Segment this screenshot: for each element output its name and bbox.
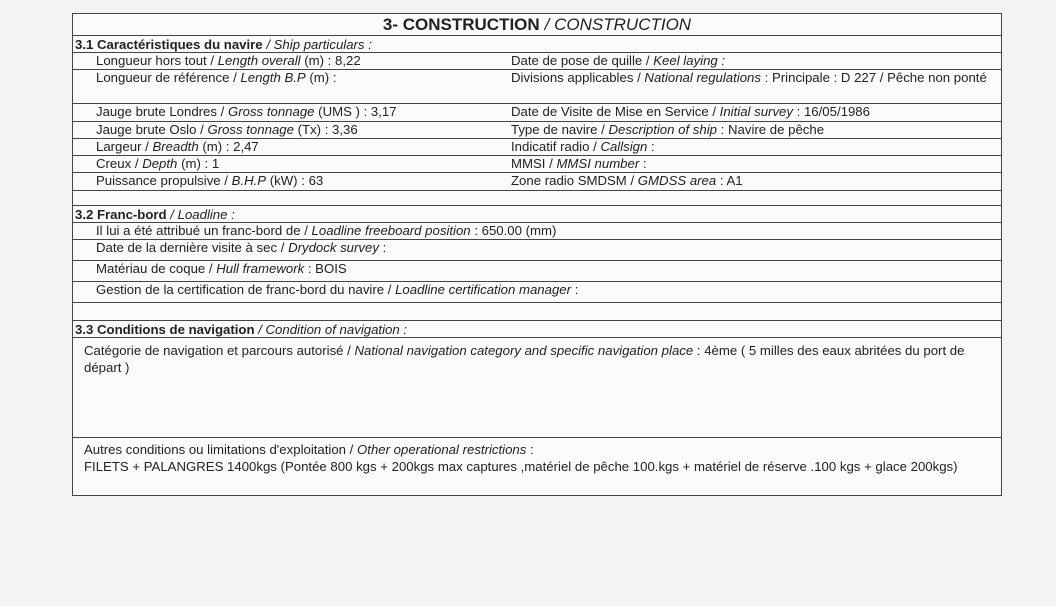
title-fr: 3- CONSTRUCTION — [382, 14, 540, 34]
ship-particular-row — [73, 70, 1001, 104]
ship-particular-right: Date de Visite de Mise en Service / Initial survey : 16/05/1986 — [511, 104, 870, 119]
loadline-row: Il lui a été attribué un franc-bord de / Loadline freeboard position : 650.00 (mm) — [73, 223, 1001, 240]
operational-restrictions — [73, 438, 1001, 496]
ship-particular-left: Puissance propulsive / B.H.P (kW) : 63 — [96, 173, 324, 188]
ship-particular-left: Longueur hors tout / Length overall (m) : 8,22 — [96, 53, 361, 68]
ship-particular-row — [73, 122, 1001, 139]
title-en: / CONSTRUCTION — [544, 14, 692, 34]
ship-particular-right: Date de pose de quille / Keel laying : — [511, 53, 726, 68]
section-title — [73, 14, 1001, 36]
ship-particular-right: Zone radio SMDSM / GMDSS area : A1 — [511, 173, 743, 188]
loadline-rows — [73, 223, 1001, 303]
ship-particular-left: Longueur de référence / Length B.P (m) : — [96, 70, 337, 85]
loadline-header — [73, 206, 1001, 223]
ship-particulars-header — [73, 36, 1001, 53]
ship-particular-right: Type de navire / Description of ship : Navire de pêche — [511, 122, 825, 137]
navigation-section-fr: 3.3 Conditions de navigation — [75, 322, 255, 337]
loadline-section-fr: 3.2 Franc-bord — [75, 207, 167, 222]
navigation-category: Catégorie de navigation et parcours autorisé / National navigation category and specific navigation place : 4ème ( 5 milles des eaux abritées du port de départ ) — [73, 338, 1001, 438]
ship-particular-row — [73, 104, 1001, 122]
ship-particular-row — [73, 53, 1001, 70]
ship-particular-left: Creux / Depth (m) : 1 — [96, 156, 220, 171]
loadline-row: Date de la dernière visite à sec / Drydock survey : — [73, 240, 1001, 261]
ship-particulars-rows — [73, 53, 1001, 191]
ship-particular-left: Jauge brute Londres / Gross tonnage (UMS ) : 3,17 — [96, 104, 397, 119]
navigation-header — [73, 321, 1001, 338]
ship-particular-left: Jauge brute Oslo / Gross tonnage (Tx) : 3,36 — [96, 122, 358, 137]
ship-particular-right: MMSI / MMSI number : — [511, 156, 647, 171]
construction-form — [72, 13, 1002, 496]
restrictions-text: FILETS + PALANGRES 1400kgs (Pontée 800 kgs + 200kgs max captures ,matériel de pêche 100.kgs + matériel de réserve .100 kgs + glace 200kgs) — [84, 459, 958, 474]
spacer-row — [73, 303, 1001, 321]
ship-section-en: / Ship particulars : — [266, 37, 372, 52]
ship-particular-row — [73, 173, 1001, 191]
ship-particular-right: Divisions applicables / National regulations : Principale : D 227 / Pêche non ponté — [511, 70, 987, 85]
restrictions-label: Autres conditions ou limitations d'exploitation / Other operational restrictions : — [84, 442, 534, 457]
navigation-section-en: / Condition of navigation : — [258, 322, 408, 337]
loadline-row: Gestion de la certification de franc-bord du navire / Loadline certification manager : — [73, 282, 1001, 303]
ship-section-fr: 3.1 Caractéristiques du navire — [75, 37, 263, 52]
loadline-section-en: / Loadline : — [170, 207, 235, 222]
ship-particular-row — [73, 139, 1001, 156]
ship-particular-left: Largeur / Breadth (m) : 2,47 — [96, 139, 259, 154]
loadline-row: Matériau de coque / Hull framework : BOIS — [73, 261, 1001, 282]
ship-particular-row — [73, 156, 1001, 173]
ship-particular-right: Indicatif radio / Callsign : — [511, 139, 655, 154]
spacer-row — [73, 191, 1001, 206]
